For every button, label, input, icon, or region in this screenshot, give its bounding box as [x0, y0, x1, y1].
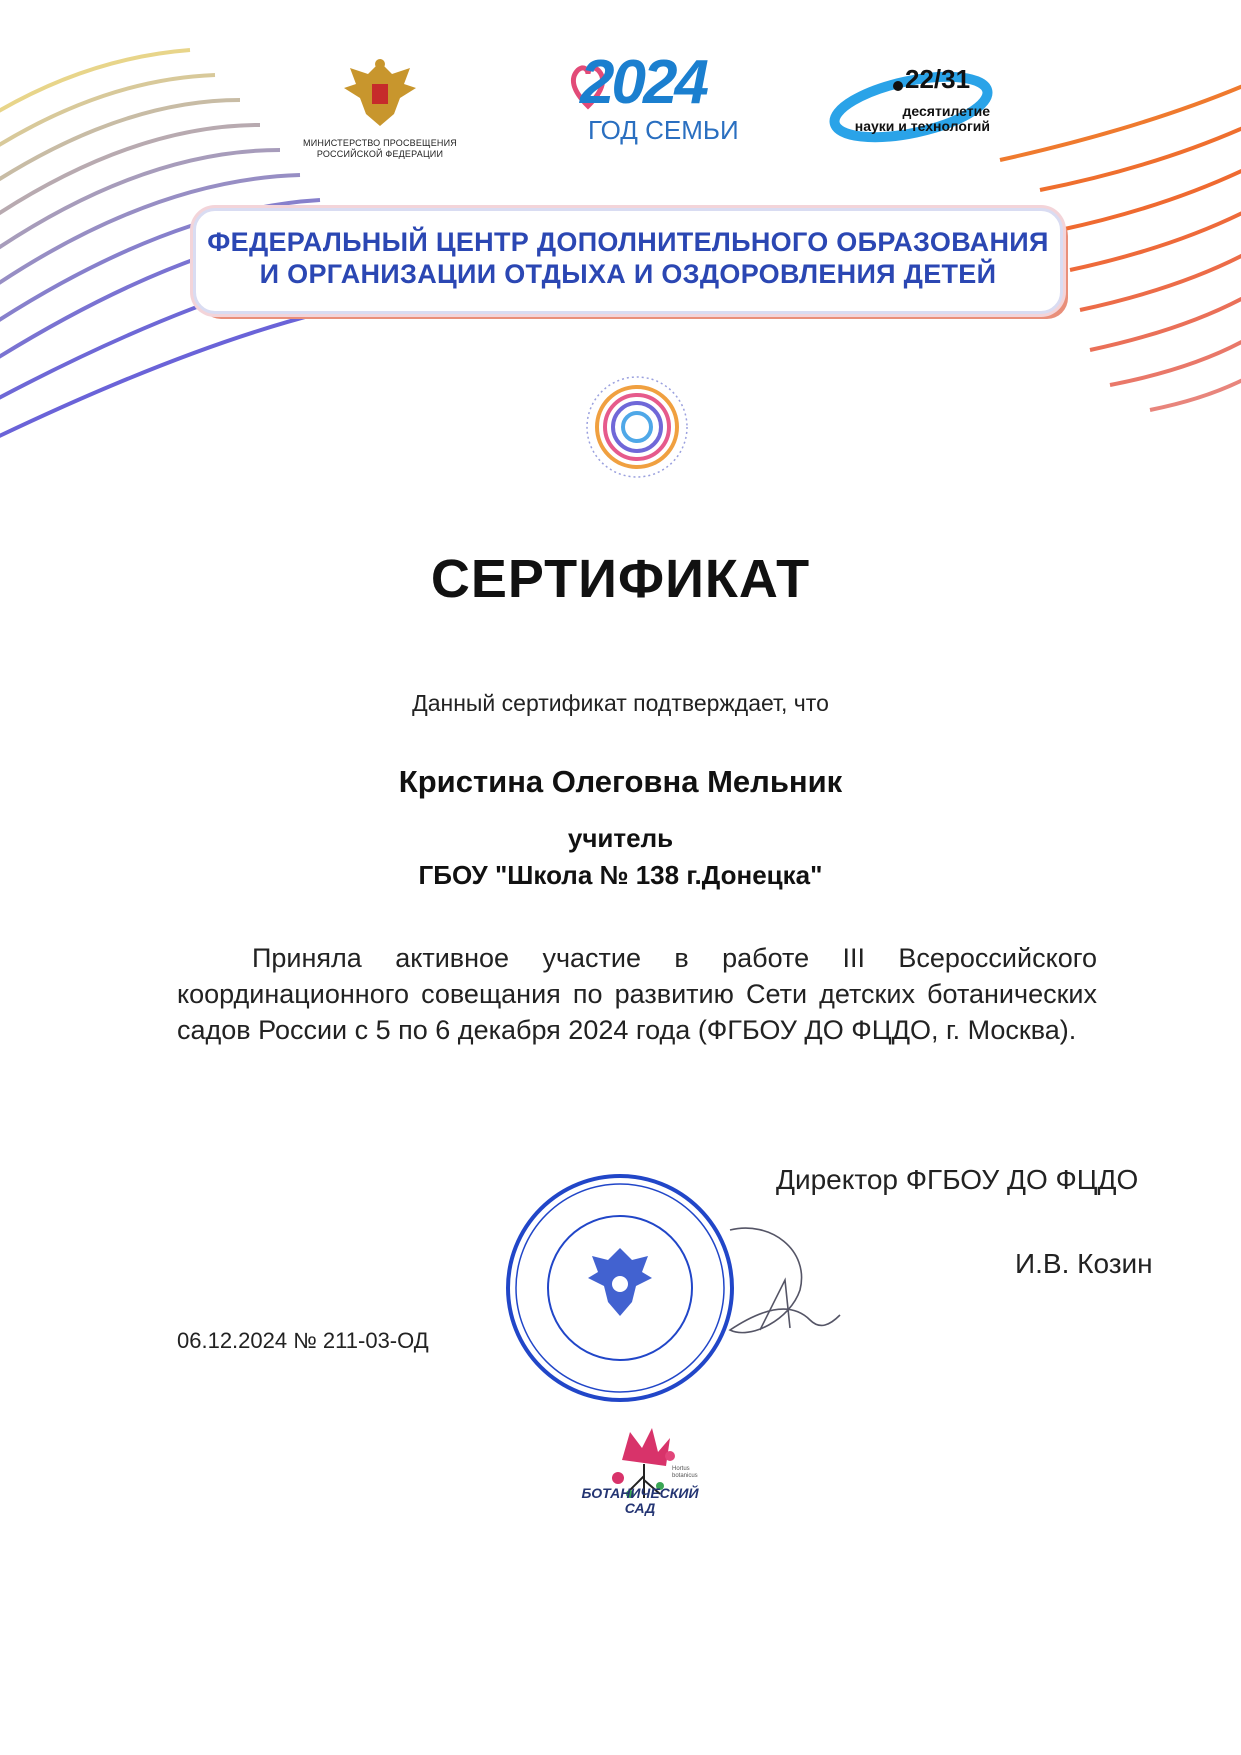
decade-numbers: 22/31: [905, 64, 971, 94]
banner-line2: И ОРГАНИЗАЦИИ ОТДЫХА И ОЗДОРОВЛЕНИЯ ДЕТЕЙ: [259, 259, 997, 289]
year-of-family-number: 2024: [580, 48, 706, 117]
decade-caption-line2: науки и технологий: [854, 118, 990, 134]
year-of-family-caption: ГОД СЕМЬИ: [588, 115, 739, 145]
banner-line1: ФЕДЕРАЛЬНЫЙ ЦЕНТР ДОПОЛНИТЕЛЬНОГО ОБРАЗОВАНИЯ: [207, 227, 1049, 257]
garden-caption-line1: БОТАНИЧЕСКИЙ: [581, 1485, 699, 1501]
ministry-caption: [300, 138, 460, 160]
double-headed-eagle-emblem-icon: [330, 54, 430, 134]
garden-caption-line2: САД: [624, 1500, 656, 1516]
director-title: Директор ФГБОУ ДО ФЦДО: [776, 1164, 1139, 1195]
recipient-name: Кристина Олеговна Мельник: [398, 764, 843, 799]
certificate-body: Приняла активное участие в работе III Всероссийского координационного совещания по развитию Сети детских ботанических садов России с 5 по 6 декабря 2024 года (ФГБОУ ДО ФЦДО, г. Москва).: [177, 943, 1097, 1045]
botanical-garden-latin-caption: [672, 1466, 698, 1480]
decade-caption: [830, 104, 990, 134]
certificate-title: СЕРТИФИКАТ: [430, 549, 811, 609]
garden-latin-line2: botanicus: [672, 1473, 698, 1479]
registration-date-number: 06.12.2024 № 211-03-ОД: [177, 1328, 429, 1353]
decade-caption-line1: десятилетие: [902, 103, 990, 119]
director-name: И.В. Козин: [1015, 1248, 1153, 1279]
recipient-school: ГБОУ "Школа № 138 г.Донецка": [418, 860, 823, 890]
garden-latin-line1: Hortus: [672, 1466, 690, 1472]
ministry-caption-line2: РОССИЙСКОЙ ФЕДЕРАЦИИ: [316, 149, 444, 159]
recipient-position: учитель: [567, 823, 674, 853]
ministry-caption-line1: МИНИСТЕРСТВО ПРОСВЕЩЕНИЯ: [303, 138, 457, 148]
certificate-lead: Данный сертификат подтверждает, что: [412, 690, 829, 716]
handwritten-signature-icon: [690, 1210, 850, 1360]
fcdo-spiral-emblem-icon: [582, 372, 692, 482]
botanical-garden-caption: [560, 1486, 720, 1516]
organization-banner-text: [193, 226, 1063, 290]
